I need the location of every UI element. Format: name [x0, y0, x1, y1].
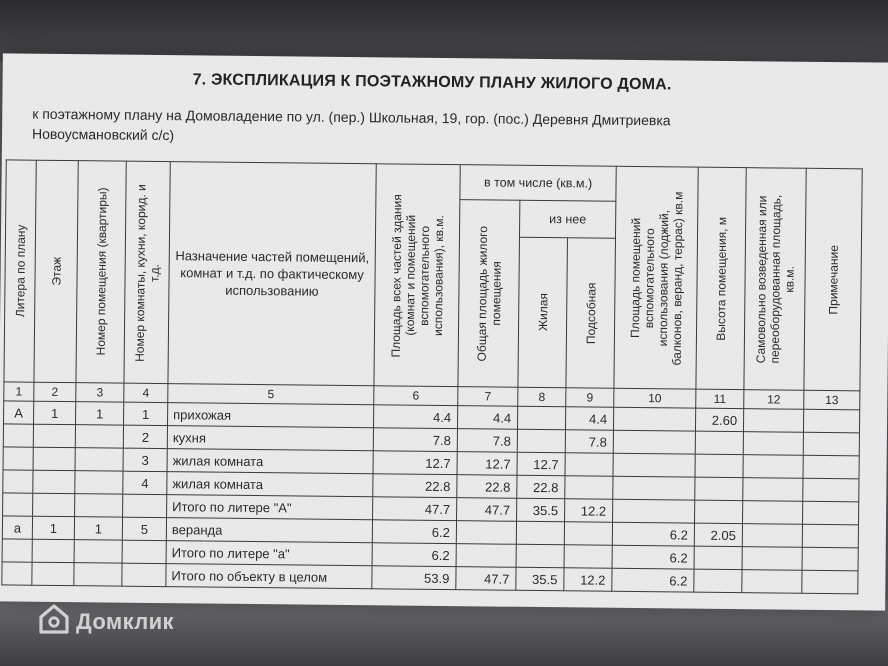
header-group-including: в том числе (кв.м.) — [460, 165, 616, 202]
column-number-cell: 8 — [518, 387, 566, 407]
table-cell: 3 — [123, 448, 167, 471]
table-cell: прихожая — [168, 403, 374, 428]
table-body — [2, 401, 860, 594]
explication-table — [1, 159, 862, 594]
column-number-cell: 1 — [4, 382, 34, 401]
header-cell-litera: Литера по плану — [4, 160, 36, 382]
table-cell — [802, 570, 858, 594]
document-subtitle-line2: Новоусмановский с/с) — [31, 125, 175, 144]
table-cell: жилая комната — [167, 472, 373, 497]
table-cell — [33, 493, 75, 516]
document-title: 7. ЭКСПЛИКАЦИЯ К ПОЭТАЖНОМУ ПЛАНУ ЖИЛОГО ДОМА. — [192, 71, 672, 94]
column-number-cell: 10 — [614, 388, 696, 408]
table-cell: 1 — [34, 401, 76, 424]
header-cell-height: Высота помещения, м — [696, 167, 746, 389]
table-cell — [565, 476, 613, 500]
table-cell: 1 — [124, 402, 168, 425]
column-number-cell: 13 — [804, 390, 860, 410]
table-cell: 5 — [122, 517, 166, 540]
table-cell: веранда — [166, 518, 372, 543]
table-cell — [32, 562, 74, 585]
table-cell — [516, 544, 564, 568]
table-cell — [74, 563, 122, 587]
table-cell — [613, 476, 695, 500]
table-cell: 12.2 — [564, 568, 612, 592]
table-cell — [802, 547, 858, 571]
table-cell — [3, 493, 33, 516]
table-cell — [614, 407, 696, 431]
column-number-cell: 7 — [458, 387, 518, 407]
table-cell: 53.9 — [372, 566, 456, 590]
table-cell — [743, 501, 803, 525]
table-cell: а — [2, 516, 32, 539]
table-cell — [2, 562, 32, 585]
table-cell: 22.8 — [457, 475, 517, 499]
table-cell — [517, 406, 565, 430]
table-cell — [743, 432, 803, 456]
table-cell — [613, 453, 695, 477]
header-cell-living: Жилая — [518, 237, 568, 388]
watermark-brand: Домклик — [76, 608, 174, 634]
table-cell — [33, 470, 75, 493]
table-cell: Итого по литере "а" — [166, 541, 372, 566]
header-cell-aux-area: Площадь помещений вспомогательного использования (лоджий, балконов, веранд, террас) кв.м — [614, 166, 698, 389]
table-cell — [3, 470, 33, 493]
table-cell: 47.7 — [456, 567, 516, 591]
table-cell — [803, 478, 859, 502]
table-cell: 4 — [123, 471, 167, 494]
table-cell — [695, 500, 743, 524]
column-number-cell: 12 — [744, 390, 804, 410]
table-cell: 4.4 — [457, 406, 517, 430]
header-cell-unauthorized: Самовольно возведенная или переоборудованная площадь, кв.м. — [744, 168, 806, 391]
table-cell — [517, 429, 565, 453]
table-cell — [75, 471, 123, 495]
table-cell: 7.8 — [373, 428, 457, 452]
table-cell: 12.2 — [565, 499, 613, 523]
table-cell: 4.4 — [373, 405, 457, 429]
table-cell — [3, 447, 33, 470]
table-cell: 6.2 — [612, 522, 694, 546]
header-cell-room-no: Номер комнаты, кухни, корид. и т.д. — [124, 161, 170, 383]
table-cell — [613, 499, 695, 523]
header-cell-room-number: Номер помещения (квартиры) — [76, 161, 126, 383]
table-cell — [743, 478, 803, 502]
column-number-cell: 2 — [34, 382, 76, 401]
table-cell: Итого по объекту в целом — [166, 564, 372, 589]
table-cell: 2.60 — [696, 408, 744, 432]
table-cell: 22.8 — [373, 474, 457, 498]
table-cell: 12.7 — [517, 452, 565, 476]
table-cell: 1 — [74, 517, 122, 541]
table-cell: Итого по литере "А" — [167, 495, 373, 520]
table-cell — [804, 409, 860, 433]
table-cell — [802, 524, 858, 548]
table-cell: 35.5 — [517, 498, 565, 522]
header-subgroup-of-it: из нее — [519, 200, 615, 238]
table-cell — [456, 544, 516, 568]
table-cell — [122, 563, 166, 586]
document-subtitle-line1: к поэтажному плану на Домовладение по ул. (пер.) Школьная, 19, гор. (пос.) Деревня Дмитриевка — [32, 105, 671, 129]
table-cell: 6.2 — [612, 568, 694, 592]
table-cell: 6.2 — [372, 543, 456, 567]
table-cell: 47.7 — [457, 498, 517, 522]
table-cell — [695, 431, 743, 455]
table-cell: 47.7 — [373, 497, 457, 521]
column-number-cell: 5 — [168, 384, 374, 405]
header-cell-living-total: Общая площадь жилого помещения — [458, 200, 520, 388]
table-cell — [2, 539, 32, 562]
table-cell — [695, 454, 743, 478]
table-cell: 7.8 — [565, 430, 613, 454]
table-cell — [564, 522, 612, 546]
column-number-cell: 9 — [566, 388, 614, 408]
table-cell — [123, 494, 167, 517]
table-cell — [33, 424, 75, 447]
table-cell: 2 — [123, 425, 167, 448]
table-cell: 12.7 — [373, 451, 457, 475]
table-cell — [742, 547, 802, 571]
column-number-cell: 3 — [76, 383, 124, 403]
table-cell — [742, 570, 802, 594]
table-cell: 22.8 — [517, 475, 565, 499]
table-cell: жилая комната — [167, 449, 373, 474]
table-cell: кухня — [167, 426, 373, 451]
table-cell — [803, 455, 859, 479]
column-number-cell: 11 — [696, 389, 744, 409]
table-cell: А — [4, 401, 34, 424]
table-cell — [75, 448, 123, 472]
table-cell: 4.4 — [565, 407, 613, 431]
header-cell-auxiliary: Подсобная — [566, 237, 616, 388]
table-cell — [564, 545, 612, 569]
table-cell — [743, 455, 803, 479]
table-cell — [122, 540, 166, 563]
table-cell — [75, 425, 123, 449]
table-cell — [742, 524, 802, 548]
table-cell — [744, 409, 804, 433]
table-cell — [565, 453, 613, 477]
table-cell — [694, 546, 742, 570]
header-cell-floor: Этаж — [34, 160, 78, 382]
table-cell — [33, 447, 75, 470]
table-cell — [803, 432, 859, 456]
photo-background-top — [0, 0, 888, 62]
table-cell: 1 — [32, 516, 74, 539]
table-cell: 12.7 — [457, 452, 517, 476]
table-cell — [516, 521, 564, 545]
header-cell-purpose: Назначение частей помещений, комнат и т.д. по фактическому использованию — [168, 162, 376, 386]
table-cell — [613, 430, 695, 454]
table-cell: 6.2 — [612, 545, 694, 569]
column-number-cell: 6 — [374, 386, 458, 406]
domclick-watermark — [38, 603, 174, 640]
header-cell-note: Примечание — [804, 168, 862, 391]
table-cell: 1 — [76, 402, 124, 426]
column-number-cell: 4 — [124, 383, 168, 402]
table-cell: 2.05 — [694, 523, 742, 547]
table-cell: 7.8 — [457, 429, 517, 453]
table-cell: 6.2 — [372, 520, 456, 544]
table-cell — [694, 569, 742, 593]
table-cell — [3, 424, 33, 447]
table-cell — [803, 501, 859, 525]
table-cell — [74, 540, 122, 564]
table-cell — [456, 521, 516, 545]
document-sheet — [0, 53, 888, 610]
table-cell — [695, 477, 743, 501]
table-cell: 35.5 — [516, 567, 564, 591]
table-cell — [32, 539, 74, 562]
table-cell — [75, 494, 123, 518]
header-cell-total-area: Площадь всех частей здания (комнат и помещений вспомогательного использования), кв.м. — [374, 164, 460, 387]
house-icon — [38, 603, 70, 640]
